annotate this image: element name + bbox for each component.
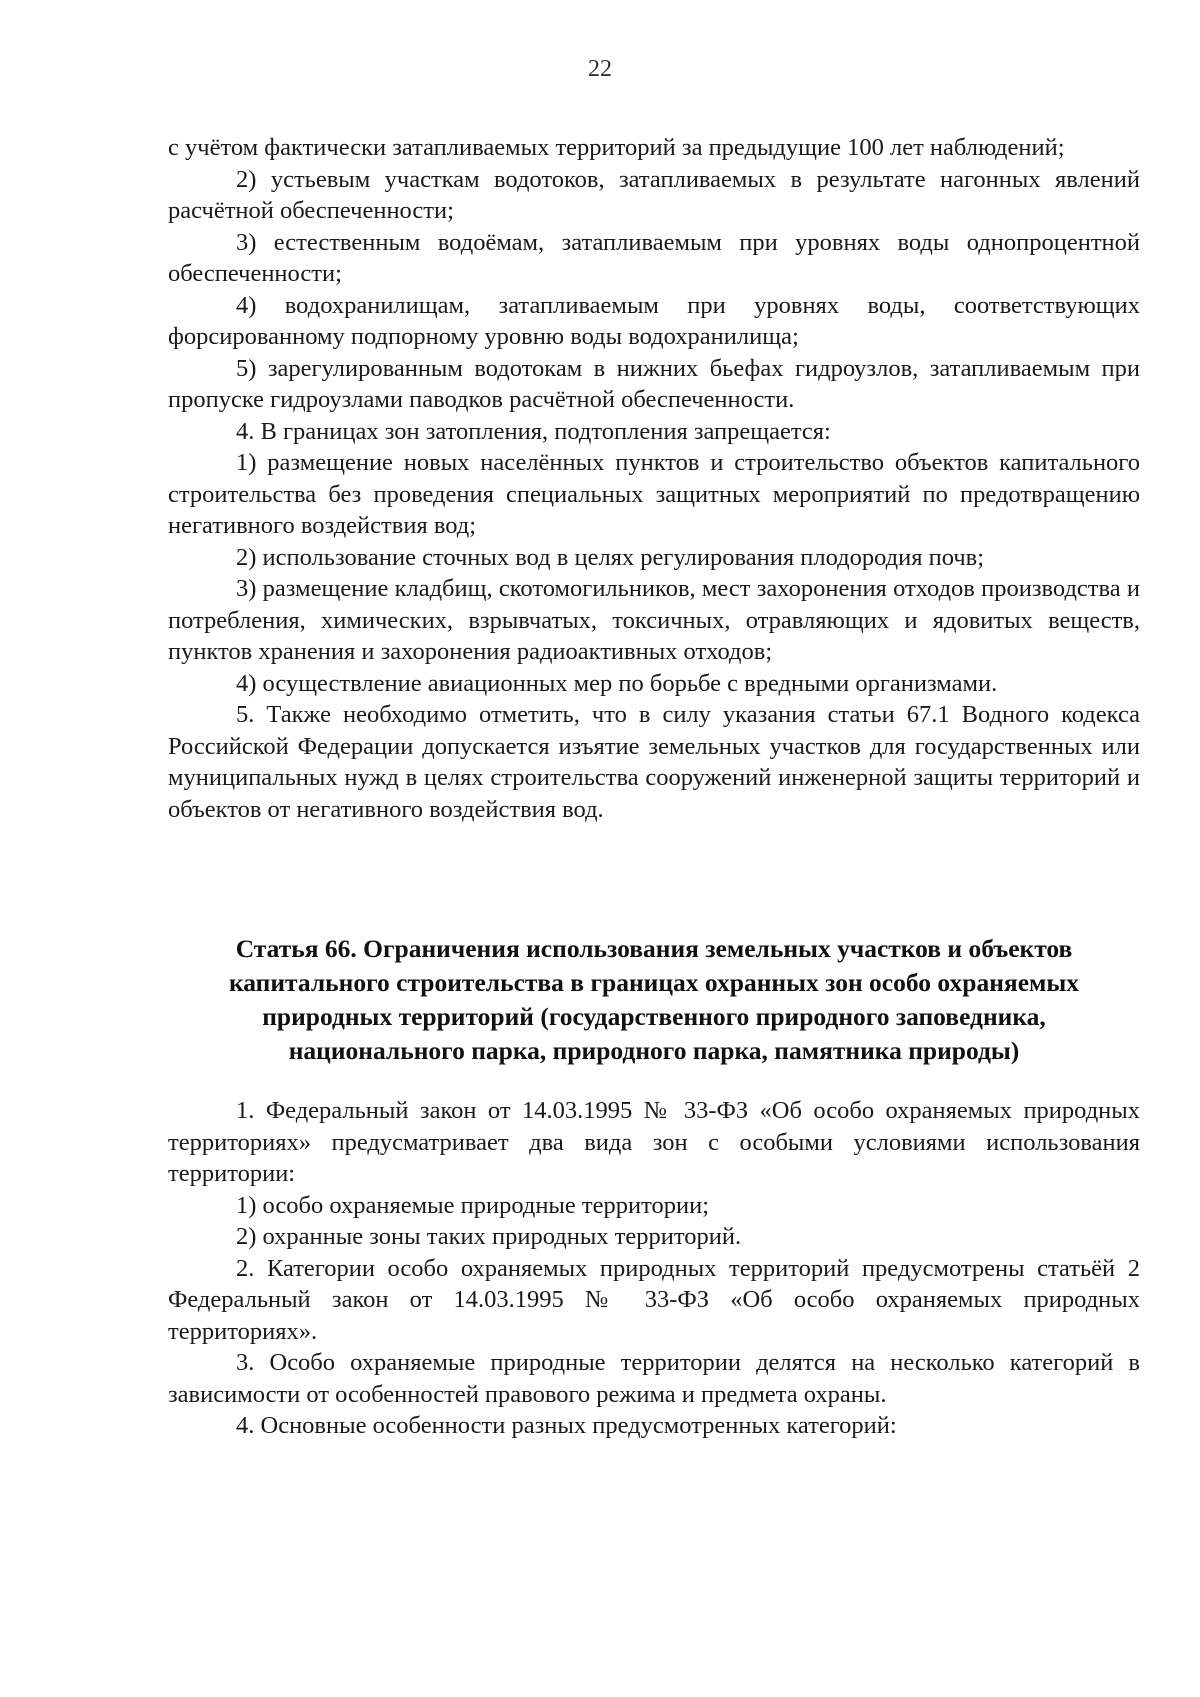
paragraph: 4. В границах зон затопления, подтопления запрещается: xyxy=(236,417,831,445)
heading-line: капитального строительства в границах охранных зон особо охраняемых xyxy=(228,968,1080,997)
paragraph: 4. Основные особенности разных предусмотренных категорий: xyxy=(236,1412,897,1439)
list-item: 2) устьевым участкам водотоков, затапливаемых в результате нагонных явлений расчётной обеспеченности; xyxy=(168,165,1140,224)
list-item: 2) использование сточных вод в целях регулирования плодородия почв; xyxy=(236,543,985,571)
list-item: 4) осуществление авиационных мер по борьбе с вредными организмами. xyxy=(236,669,998,697)
paragraph: 3. Особо охраняемые природные территории делятся на несколько категорий в зависимости от особенностей правового режима и предмета охраны. xyxy=(168,1349,1140,1408)
list-item: 1) размещение новых населённых пунктов и строительство объектов капитального строительства без проведения специальных защитных мероприятий по предотвращению негативного воздействия вод; xyxy=(168,449,1140,539)
section-1-body xyxy=(168,132,1140,825)
list-item: 3) естественным водоёмам, затапливаемым при уровнях воды однопроцентной обеспеченности; xyxy=(168,228,1140,287)
paragraph: 1. Федеральный закон от 14.03.1995 № 33-ФЗ «Об особо охраняемых природных территориях» предусматривает два вида зон с особыми условиями использования территории: xyxy=(168,1097,1140,1187)
section-2-body xyxy=(168,1095,1140,1442)
list-item: 2) охранные зоны таких природных территорий. xyxy=(236,1223,742,1250)
article-heading xyxy=(168,932,1140,1068)
heading-line: национального парка, природного парка, памятника природы) xyxy=(288,1036,1020,1065)
list-item: 4) водохранилищам, затапливаемым при уровнях воды, соответствующих форсированному подпорному уровню воды водохранилища; xyxy=(168,291,1140,350)
list-item: 3) размещение кладбищ, скотомогильников, мест захоронения отходов производства и потребления, химических, взрывчатых, токсичных, отравляющих и ядовитых веществ, пунктов хранения и захоронения радиоактивных отходов; xyxy=(168,575,1140,665)
paragraph: с учётом фактически затапливаемых территорий за предыдущие 100 лет наблюдений; xyxy=(168,134,1065,161)
list-item: 1) особо охраняемые природные территории; xyxy=(236,1191,710,1219)
heading-line: Статья 66. Ограничения использования земельных участков и объектов xyxy=(235,934,1073,963)
paragraph: 5. Также необходимо отметить, что в силу указания статьи 67.1 Водного кодекса Российской Федерации допускается изъятие земельных участков для государственных или муниципальных нужд в целях строительства сооружений инженерной защиты территорий и объектов от негативного воздействия вод. xyxy=(168,701,1140,823)
heading-line: природных территорий (государственного природного заповедника, xyxy=(262,1002,1046,1031)
paragraph: 2. Категории особо охраняемых природных территорий предусмотрены статьёй 2 Федеральный закон от 14.03.1995 № 33-ФЗ «Об особо охраняемых природных территориях». xyxy=(168,1254,1140,1345)
page-number: 22 xyxy=(588,56,612,82)
list-item: 5) зарегулированным водотокам в нижних бьефах гидроузлов, затапливаемым при пропуске гидроузлами паводков расчётной обеспеченности. xyxy=(168,354,1140,413)
